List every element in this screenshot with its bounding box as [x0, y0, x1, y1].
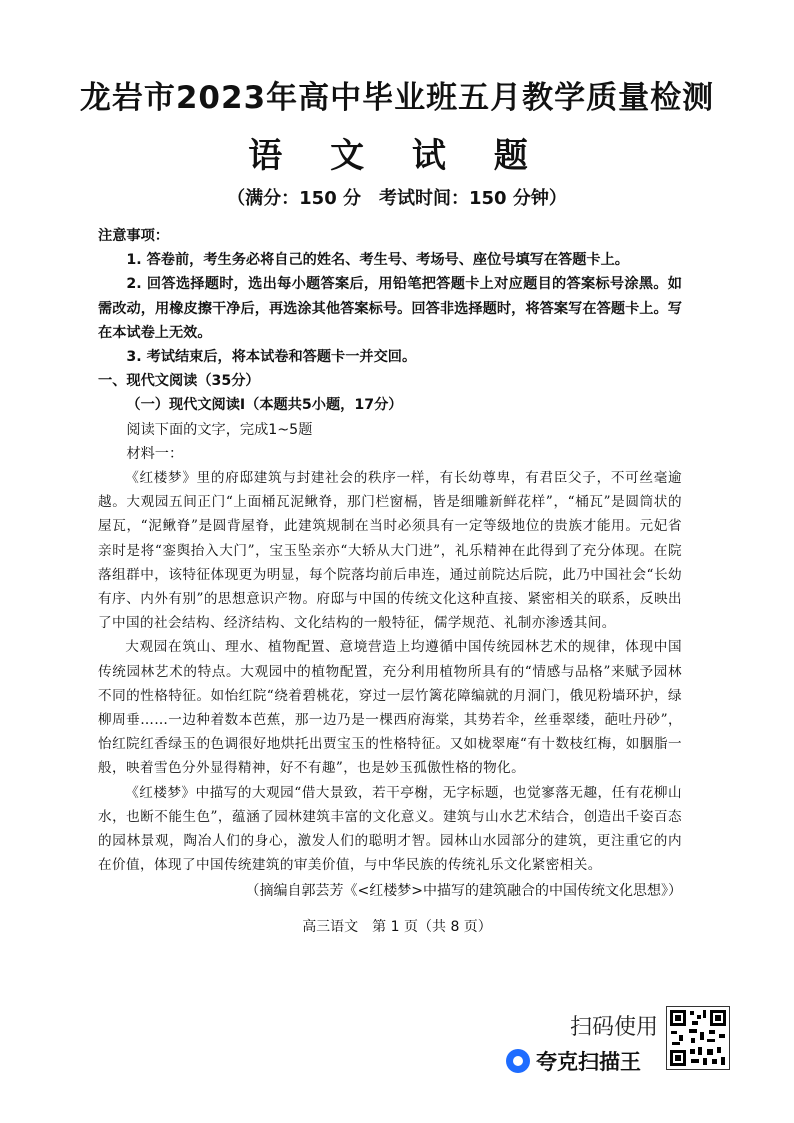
- watermark-brand-label: 夸克扫描王: [536, 1050, 641, 1074]
- note-item: 3. 考试结束后，将本试卷和答题卡一并交回。: [126, 349, 417, 366]
- qr-code-icon[interactable]: [666, 1006, 730, 1070]
- watermark-text: 扫码使用: [570, 1015, 659, 1040]
- section-heading: 一、现代文阅读（35分）: [98, 373, 260, 390]
- passage-paragraph: 《红楼梦》里的府邸建筑与封建社会的秩序一样，有长幼尊卑，有君臣父子，不可丝毫逾越。大观园五间正门“上面桶瓦泥鳅脊，那门栏窗槅，皆是细雕新鲜花样”，“桶瓦”是圆筒状的屋瓦，“泥鳅脊”是圆背屋脊，此建筑规制在当时必须具有一定等级地位的贵族才能用。元妃省亲时是将“銮舆抬入大门”，宝玉坠亲亦“大轿从大门进”，礼乐精神在此得到了充分体现。在院落组群中，该特征体现更为明显，每个院落均前后串连，通过前院达后院，此乃中国社会“长幼有序、内外有别”的思想意识产物。府邸与中国的传统文化这种直接、紧密相关的联系，反映出了中国的社会结构、经济结构、文化结构的一般特征，儒学规范、礼制亦渗透其间。: [98, 470, 682, 632]
- exam-body: [98, 224, 682, 904]
- passage-paragraph: 大观园在筑山、理水、植物配置、意境营造上均遵循中国传统园林艺术的规律，体现中国传统园林艺术的特点。大观园中的植物配置，充分利用植物所具有的“情感与品格”来赋予园林不同的性格特征。如怡红院“绕着碧桃花，穿过一层竹篱花障编就的月洞门，俄见粉墙环护，绿柳周垂……一边种着数本芭蕉，那一边乃是一棵西府海棠，其势若伞，丝垂翠缕，葩吐丹砂”，怡红院红香绿玉的色调很好地烘托出贾宝玉的性格特征。又如栊翠庵“有十数枝红梅，如胭脂一般，映着雪色分外显得精神，好不有趣”，也是妙玉孤傲性格的物化。: [98, 639, 682, 777]
- notes-heading: 注意事项：: [98, 228, 169, 244]
- passage-paragraph: 《红楼梦》中描写的大观园“借大景致，若干亭榭，无字标题，也觉寥落无趣，任有花柳山水，也断不能生色”，蕴涵了园林建筑丰富的文化意义。建筑与山水艺术结合，创造出千姿百态的园林景观，陶冶人们的身心，激发人们的聪明才智。园林山水园部分的建筑，更注重它的内在价值，体现了中国传统建筑的审美价值，与中华民族的传统礼乐文化紧密相关。: [98, 784, 682, 874]
- subsection-heading: （一）现代文阅读Ⅰ（本题共5小题，17分）: [126, 397, 403, 414]
- scanner-watermark: [500, 1000, 740, 1080]
- exam-title: 龙岩市2023年高中毕业班五月教学质量检测: [79, 80, 715, 116]
- quark-logo-icon: [506, 1049, 530, 1073]
- material-label: 材料一：: [126, 445, 184, 462]
- passage-source: （摘编自郭芸芳《<红楼梦>中描写的建筑融合的中国传统文化思想》）: [245, 883, 682, 900]
- note-item: 2. 回答选择题时，选出每小题答案后，用铅笔把答题卡上对应题目的答案标号涂黑。如需改动，用橡皮擦干净后，再选涂其他答案标号。回答非选择题时，将答案写在答题卡上。写在本试卷上无效。: [98, 276, 682, 341]
- reading-instruction: 阅读下面的文字，完成1~5题: [126, 421, 313, 438]
- note-item: 1. 答卷前，考生务必将自己的姓名、考生号、考场号、座位号填写在答题卡上。: [126, 252, 629, 269]
- exam-meta: （满分：150 分 考试时间：150 分钟）: [227, 188, 567, 209]
- subject-title: 语 文 试 题: [248, 136, 546, 176]
- watermark-brand: [506, 1046, 641, 1076]
- page-footer: 高三语文 第 1 页（共 8 页）: [302, 919, 492, 935]
